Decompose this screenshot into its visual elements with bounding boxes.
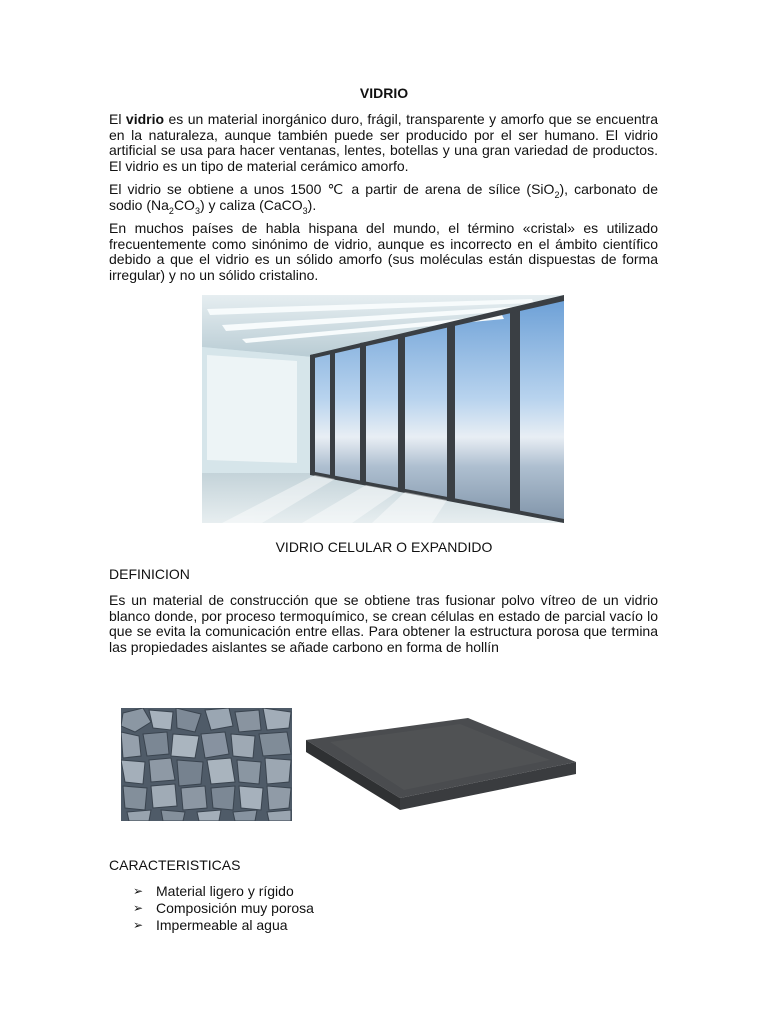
arrow-bullet-icon: ➢ — [133, 884, 144, 898]
arrow-bullet-icon: ➢ — [133, 901, 144, 915]
characteristics-list — [133, 883, 314, 934]
bold-term: vidrio — [125, 111, 165, 127]
list-item: ➢ Material ligero y rígido — [133, 883, 294, 899]
foam-glass-gravel-image — [121, 708, 292, 821]
characteristics-heading: CARACTERISTICAS — [109, 857, 241, 873]
section-caption: VIDRIO CELULAR O EXPANDIDO — [275, 539, 493, 555]
list-item: ➢ Composición muy porosa — [133, 900, 314, 916]
page-title: VIDRIO — [359, 85, 409, 101]
foam-glass-slab-image — [300, 708, 580, 821]
intro-paragraph-2: El vidrio se obtiene a unos 1500 ℃ a partir de arena de sílice (SiO$_2$), carbonato de sodio $(Na_2CO_3)$ y caliza (CaCO$_3$). — [109, 181, 658, 216]
definition-text: Es un material de construcción que se obtiene tras fusionar polvo vítreo de un vidrio blanco donde, por proceso termoquímico, se crean células en estado de parcial vacío lo que se evita la comunicación entre ellas. Para obtener la estructura porosa que termina las propiedades aislantes se añade carbono en forma de hollín — [109, 592, 658, 655]
glass-room-image — [202, 295, 564, 523]
definition-heading: DEFINICION — [109, 566, 190, 582]
list-item: ➢ Impermeable al agua — [133, 917, 288, 933]
intro-paragraph-1: El vidrio es un material inorgánico duro, frágil, transparente y amorfo que se encuentra en la naturaleza, aunque también puede ser producido por el ser humano. El vidrio artificial se usa para hacer ventanas, lentes, botellas y una gran variedad de productos. El vidrio es un tipo de material cerámico amorfo. — [109, 111, 658, 174]
arrow-bullet-icon: ➢ — [133, 918, 144, 932]
intro-paragraph-3: En muchos países de habla hispana del mundo, el término «cristal» es utilizado frecuentemente como sinónimo de vidrio, aunque es incorrecto en el ámbito científico debido a que el vidrio es un sólido amorfo (sus moléculas están dispuestas de forma irregular) y no un sólido cristalino. — [109, 220, 658, 283]
